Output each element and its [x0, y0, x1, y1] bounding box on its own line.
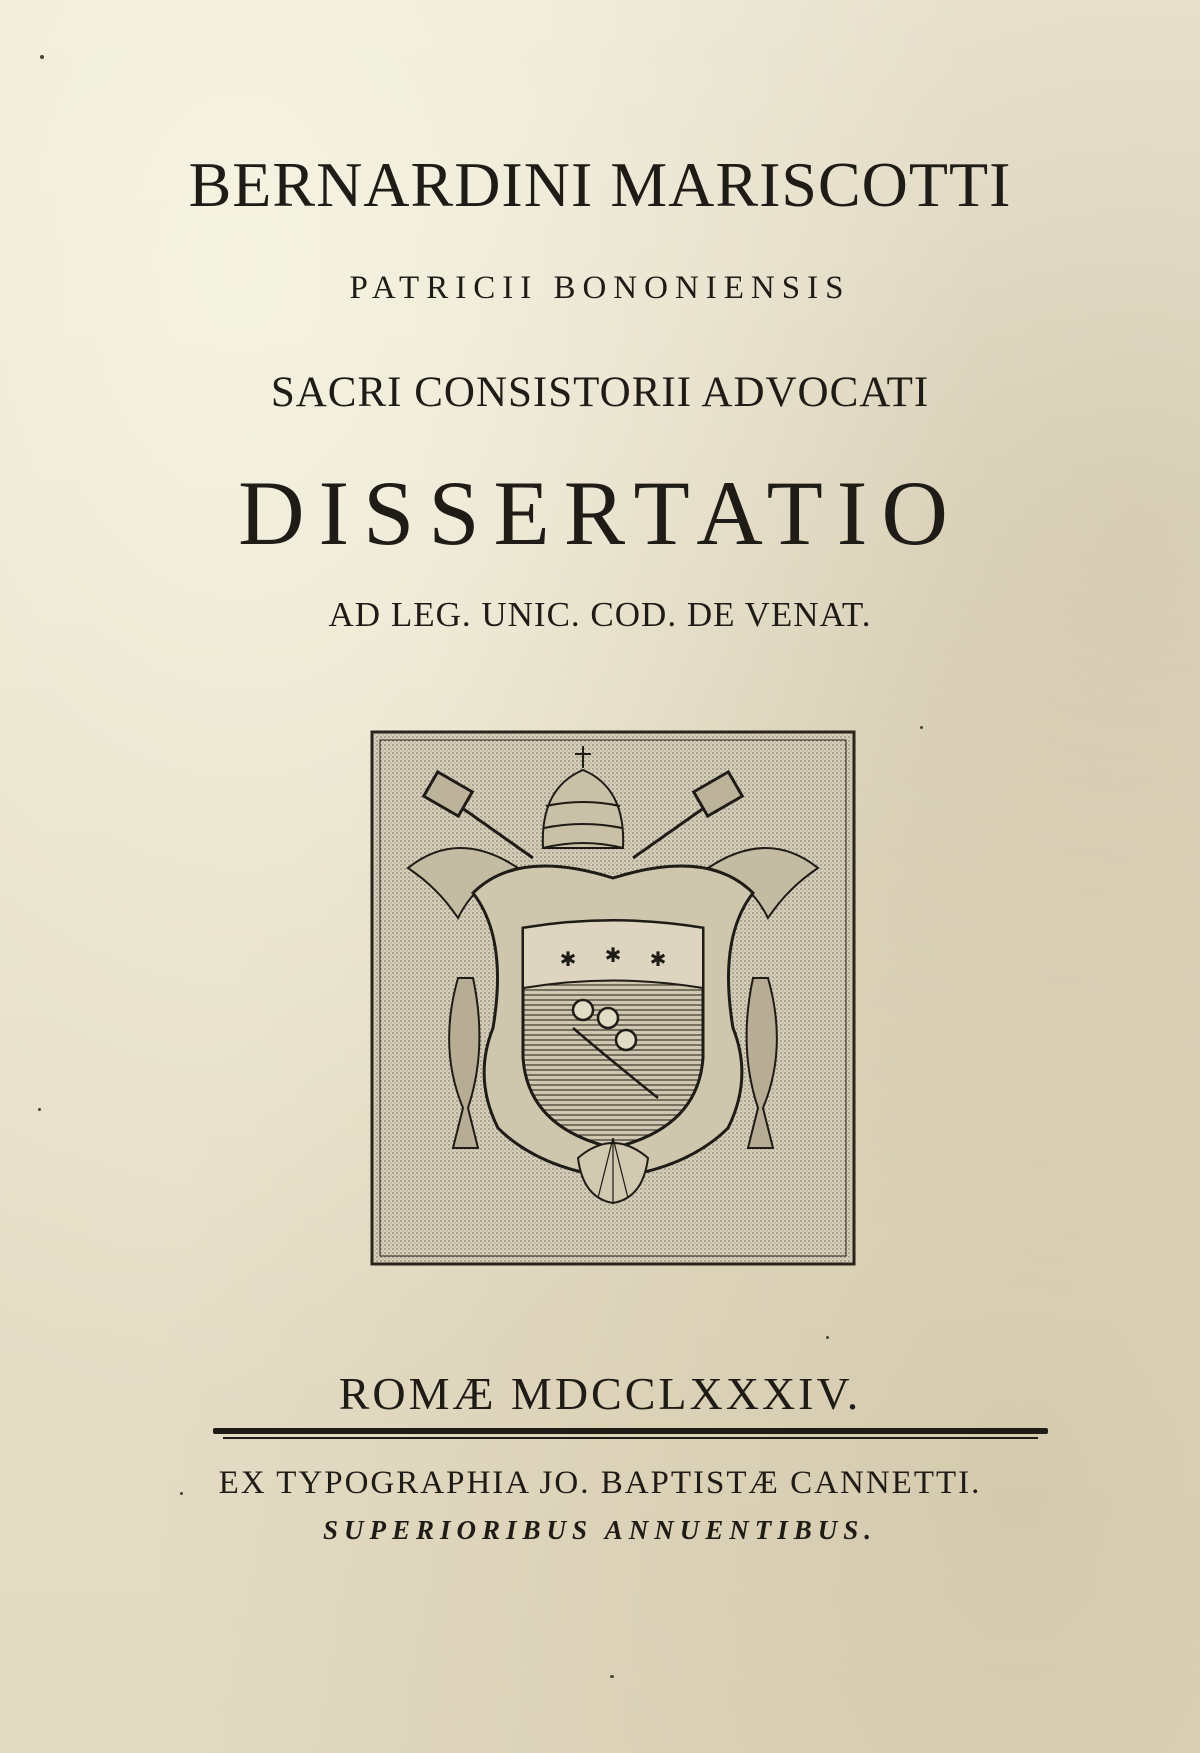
coat-of-arms-icon: [368, 728, 858, 1268]
paper-speck: [38, 1108, 41, 1111]
paper-speck: [920, 726, 923, 729]
svg-text:✱: ✱: [604, 943, 622, 967]
paper-speck: [826, 1336, 829, 1339]
svg-text:✱: ✱: [559, 947, 577, 971]
author-name: BERNARDINI MARISCOTTI: [188, 149, 1012, 220]
double-rule-divider: [213, 1428, 1048, 1440]
book-subtitle: AD LEG. UNIC. COD. DE VENAT.: [328, 595, 872, 634]
svg-text:✱: ✱: [649, 947, 667, 971]
rule-thin: [223, 1437, 1038, 1439]
paper-speck: [610, 1675, 614, 1678]
author-office: SACRI CONSISTORII ADVOCATI: [270, 369, 930, 416]
book-title: DISSERTATIO: [238, 462, 962, 564]
author-origin: PATRICII BONONIENSIS: [349, 270, 851, 306]
imprint-place-date: ROMÆ MDCCLXXXIV.: [338, 1368, 862, 1419]
imprint-permission: SUPERIORIBUS ANNUENTIBUS.: [322, 1515, 878, 1545]
paper-speck: [180, 1492, 183, 1495]
imprint-printer: EX TYPOGRAPHIA JO. BAPTISTÆ CANNETTI.: [218, 1465, 982, 1501]
paper-speck: [40, 55, 44, 59]
rule-thick: [213, 1428, 1048, 1434]
